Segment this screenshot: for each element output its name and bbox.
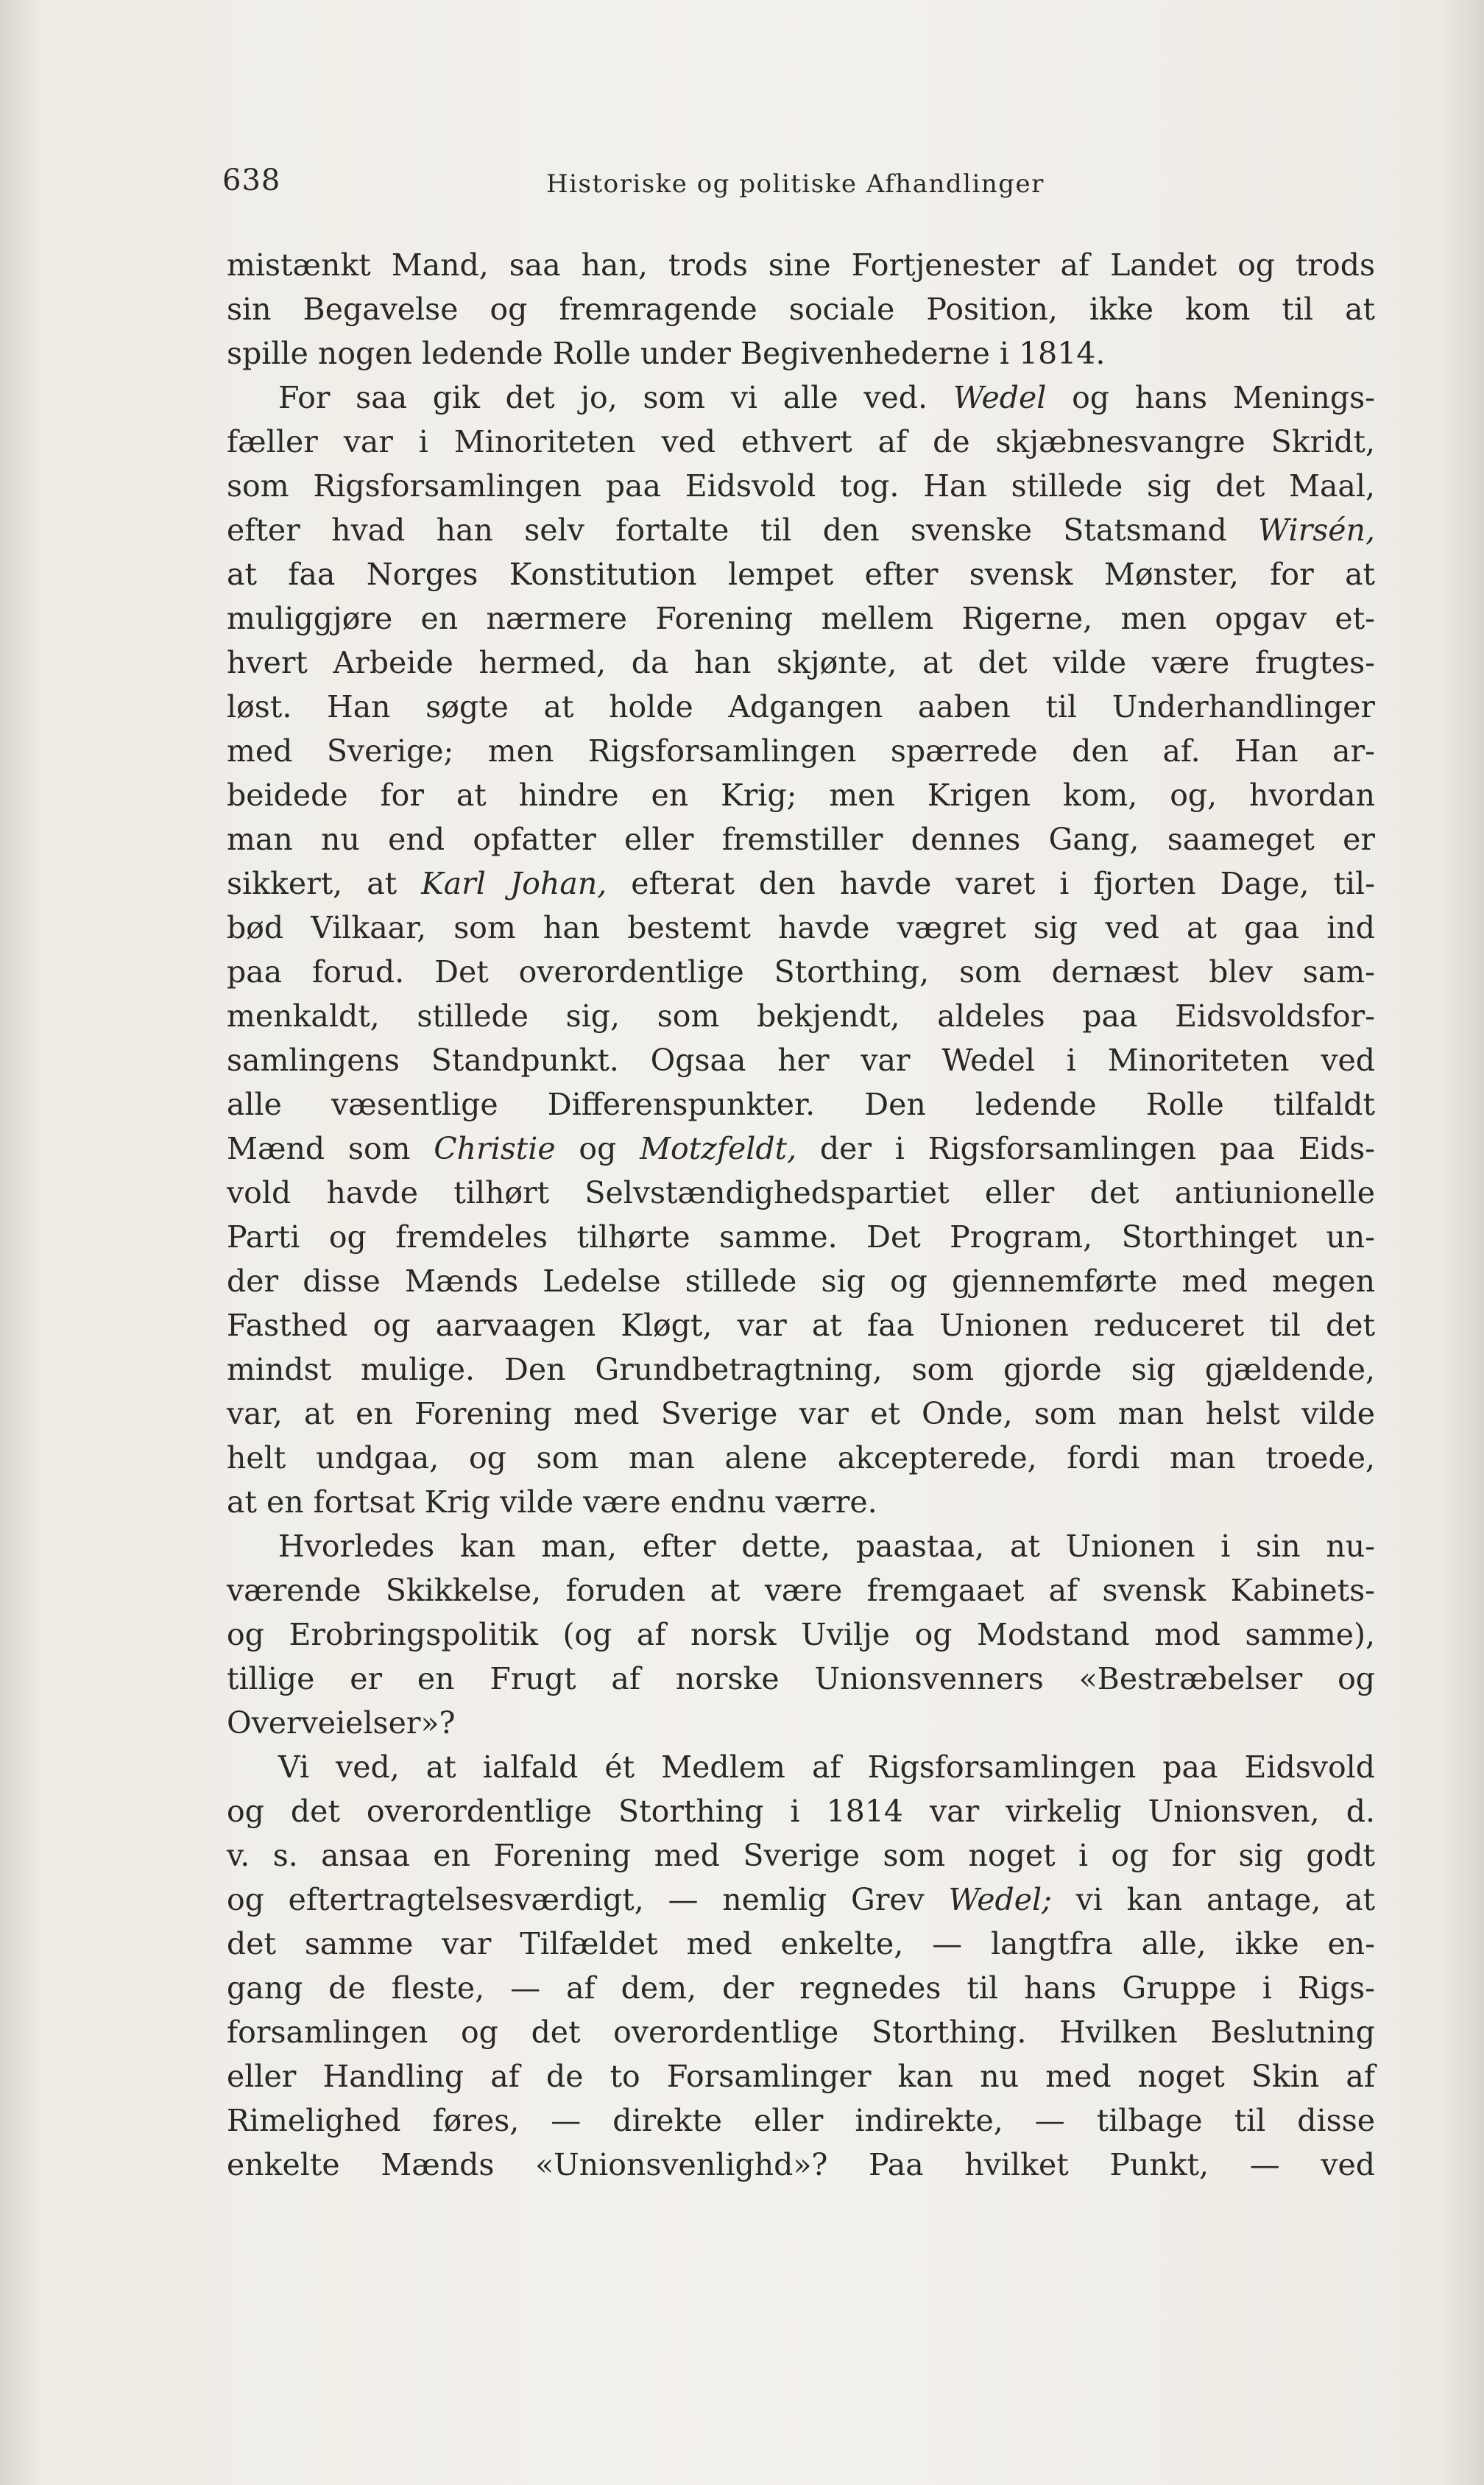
italic-name: Wedel xyxy=(953,380,1047,415)
text-line: sin Begavelse og fremragende sociale Position, ikke kom til at xyxy=(227,292,1375,327)
text-line: løst. Han søgte at holde Adgangen aaben til Underhandlinger xyxy=(227,689,1375,725)
text-line: alle væsentlige Differenspunkter. Den ledende Rolle tilfaldt xyxy=(227,1087,1375,1122)
text-run: efter hvad han selv fortalte til den svenske Statsmand xyxy=(227,512,1259,548)
text-line: hvert Arbeide hermed, da han skjønte, at det vilde være frugtes- xyxy=(227,645,1375,680)
text-run: vi kan antage, at xyxy=(1051,1882,1375,1917)
text-line: med Sverige; men Rigsforsamlingen spærrede den af. Han ar- xyxy=(227,733,1375,769)
text-run: der i Rigsforsamlingen paa Eids- xyxy=(796,1131,1376,1166)
text-line: det samme var Tilfældet med enkelte, — langtfra alle, ikke en- xyxy=(227,1926,1375,1961)
text-line: var, at en Forening med Sverige var et Onde, som man helst vilde xyxy=(227,1396,1375,1431)
text-line: tillige er en Frugt af norske Unionsvenners «Bestræbelser og xyxy=(227,1661,1375,1696)
text-line: Vi ved, at ialfald ét Medlem af Rigsforsamlingen paa Eidsvold xyxy=(278,1749,1375,1785)
text-line: Overveielser»? xyxy=(227,1705,456,1741)
text-line: værende Skikkelse, foruden at være fremgaaet af svensk Kabinets- xyxy=(227,1573,1375,1608)
text-line: mindst mulige. Den Grundbetragtning, som gjorde sig gjældende, xyxy=(227,1352,1375,1387)
text-line xyxy=(227,861,1375,906)
text-line: menkaldt, stillede sig, som bekjendt, aldeles paa Eidsvoldsfor- xyxy=(227,998,1375,1034)
text-run: efterat den havde varet i fjorten Dage, til- xyxy=(607,866,1375,901)
text-run: og hans Menings- xyxy=(1046,380,1375,415)
text-line: muliggjøre en nærmere Forening mellem Rigerne, men opgav et- xyxy=(227,601,1375,636)
text-line: Rimelighed føres, — direkte eller indirekte, — tilbage til disse xyxy=(227,2103,1375,2138)
text-line: Parti og fremdeles tilhørte samme. Det Program, Storthinget un- xyxy=(227,1219,1375,1255)
text-line: mistænkt Mand, saa han, trods sine Fortjenester af Landet og trods xyxy=(227,247,1375,283)
italic-name: Christie xyxy=(434,1131,556,1166)
italic-name: Wirsén, xyxy=(1258,512,1375,548)
text-line xyxy=(227,1878,1375,1922)
text-line: samlingens Standpunkt. Ogsaa her var Wedel i Minoriteten ved xyxy=(227,1043,1375,1078)
running-title: Historiske og politiske Afhandlinger xyxy=(546,169,1045,199)
text-line: gang de fleste, — af dem, der regnedes til hans Gruppe i Rigs- xyxy=(227,1970,1375,2006)
text-line xyxy=(227,376,1375,420)
text-line: spille nogen ledende Rolle under Begivenhederne i 1814. xyxy=(227,336,1106,371)
text-line: paa forud. Det overordentlige Storthing, som dernæst blev sam- xyxy=(227,954,1375,990)
text-line xyxy=(227,508,1375,552)
italic-name: Motzfeldt, xyxy=(640,1131,797,1166)
text-line: beidede for at hindre en Krig; men Krigen kom, og, hvordan xyxy=(227,778,1375,813)
text-line xyxy=(227,1127,1375,1171)
text-line: som Rigsforsamlingen paa Eidsvold tog. Han stillede sig det Maal, xyxy=(227,468,1375,504)
italic-name: Karl Johan, xyxy=(421,866,607,901)
text-run: og eftertragtelsesværdigt, — nemlig Grev xyxy=(227,1882,949,1917)
text-line: v. s. ansaa en Forening med Sverige som noget i og for sig godt xyxy=(227,1838,1375,1873)
page-number: 638 xyxy=(222,163,281,197)
text-line: enkelte Mænds «Unionsvenlighd»? Paa hvilket Punkt, — ved xyxy=(227,2147,1375,2182)
text-line: Fasthed og aarvaagen Kløgt, var at faa Unionen reduceret til det xyxy=(227,1308,1375,1343)
text-line: forsamlingen og det overordentlige Storthing. Hvilken Beslutning xyxy=(227,2015,1375,2050)
italic-name: Wedel; xyxy=(948,1882,1052,1917)
text-line: at faa Norges Konstitution lempet efter svensk Mønster, for at xyxy=(227,557,1375,592)
text-line: der disse Mænds Ledelse stillede sig og gjennemførte med megen xyxy=(227,1263,1375,1299)
text-line: og Erobringspolitik (og af norsk Uvilje og Modstand mod samme), xyxy=(227,1617,1375,1652)
text-line: Hvorledes kan man, efter dette, paastaa, at Unionen i sin nu- xyxy=(278,1529,1375,1564)
text-run: Mænd som xyxy=(227,1131,434,1166)
text-line: bød Vilkaar, som han bestemt havde vægret sig ved at gaa ind xyxy=(227,910,1375,945)
text-run: For saa gik det jo, som vi alle ved. xyxy=(278,380,953,415)
text-line: helt undgaa, og som man alene akcepterede, fordi man troede, xyxy=(227,1440,1375,1476)
text-line: og det overordentlige Storthing i 1814 var virkelig Unionsven, d. xyxy=(227,1794,1375,1829)
text-run: sikkert, at xyxy=(227,866,422,901)
text-line: vold havde tilhørt Selvstændighedspartiet eller det antiunionelle xyxy=(227,1175,1375,1210)
text-line: man nu end opfatter eller fremstiller dennes Gang, saameget er xyxy=(227,822,1375,857)
text-line: fæller var i Minoriteten ved ethvert af de skjæbnesvangre Skridt, xyxy=(227,424,1375,459)
text-run: og xyxy=(555,1131,640,1166)
text-line: eller Handling af de to Forsamlinger kan nu med noget Skin af xyxy=(227,2059,1375,2094)
body-text xyxy=(227,243,1375,2187)
text-line: at en fortsat Krig vilde være endnu værre. xyxy=(227,1484,877,1520)
page-header xyxy=(222,163,1279,208)
